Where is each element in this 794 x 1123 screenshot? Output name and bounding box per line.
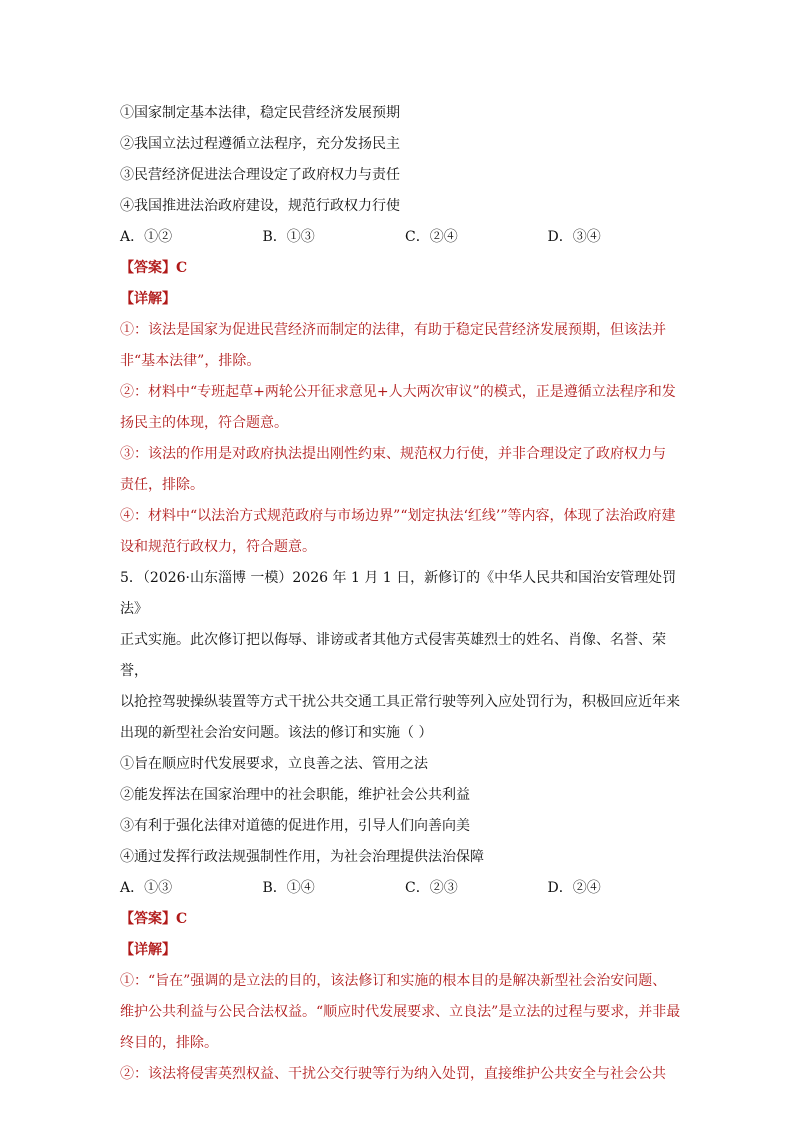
q5-details xyxy=(120,966,690,1090)
q5-stem-line-4: 出现的新型社会治安问题。该法的修订和实施（ ） xyxy=(120,725,433,741)
q5-detail-1-line-2: 维护公共利益与公民合法权益。“顺应时代发展要求、立良法”是立法的过程与要求，并非最 xyxy=(120,1004,681,1020)
q4-item-4: ④我国推进法治政府建设，规范行政权力行使 xyxy=(120,198,400,214)
q5-item-2: ②能发挥法在国家治理中的社会职能，维护社会公共利益 xyxy=(120,787,470,803)
q5-answer-label: 【答案】 xyxy=(120,911,176,927)
q5-stem-line-3: 以抢控驾驶操纵装置等方式干扰公共交通工具正常行驶等列入应处罚行为，积极回应近年来 xyxy=(120,694,680,710)
q4-detail-1-line-2: 非“基本法律”，排除。 xyxy=(120,353,261,369)
q4-item-list xyxy=(120,98,690,222)
q4-details xyxy=(120,315,690,563)
q4-answer-value: C xyxy=(176,260,188,276)
q5-detail-1-line-1: ①：“旨在”强调的是立法的目的，该法修订和实施的根本目的是解决新型社会治安问题、 xyxy=(120,973,667,989)
q5-answer-value: C xyxy=(176,911,188,927)
q5-detail-2-line-1: ②：该法将侵害英烈权益、干扰公交行驶等行为纳入处罚，直接维护公共安全与社会公共 xyxy=(120,1066,666,1082)
q4-answer xyxy=(120,253,690,284)
q4-detail-4-line-2: 设和规范行政权力，符合题意。 xyxy=(120,539,316,555)
q4-detail-1-line-1: ①：该法是国家为促进民营经济而制定的法律，有助于稳定民营经济发展预期，但该法并 xyxy=(120,322,666,338)
q4-detail-2-line-2: 扬民主的体现，符合题意。 xyxy=(120,415,288,431)
q4-detail-1 xyxy=(120,315,690,377)
q5-stem xyxy=(120,563,690,749)
q5-option-a: A．①③ xyxy=(120,880,173,896)
q4-detail-2 xyxy=(120,377,690,439)
q5-item-list xyxy=(120,749,690,873)
q4-detail-4-line-1: ④：材料中“以法治方式规范政府与市场边界”“划定执法‘红线’”等内容，体现了法治政府建 xyxy=(120,508,676,524)
q4-detail-label: 【详解】 xyxy=(120,291,176,307)
q4-detail-3-line-2: 责任，排除。 xyxy=(120,477,204,493)
q4-detail-3 xyxy=(120,439,690,501)
q4-answer-label: 【答案】 xyxy=(120,260,176,276)
q4-option-d: D．③④ xyxy=(547,229,601,245)
q4-item-2: ②我国立法过程遵循立法程序，充分发扬民主 xyxy=(120,136,400,152)
q4-item-3: ③民营经济促进法合理设定了政府权力与责任 xyxy=(120,167,400,183)
q5-item-1: ①旨在顺应时代发展要求，立良善之法、管用之法 xyxy=(120,756,428,772)
q5-detail-label: 【详解】 xyxy=(120,942,176,958)
q5-answer xyxy=(120,904,690,935)
q4-item-1: ①国家制定基本法律，稳定民营经济发展预期 xyxy=(120,105,400,121)
q4-detail-3-line-1: ③：该法的作用是对政府执法提出刚性约束、规范权力行使，并非合理设定了政府权力与 xyxy=(120,446,666,462)
q4-detail-2-line-1: ②：材料中“专班起草+两轮公开征求意见+人大两次审议”的模式，正是遵循立法程序和发 xyxy=(120,384,676,400)
q5-option-d: D．②④ xyxy=(547,880,601,896)
q4-option-b: B．①③ xyxy=(262,229,315,245)
q5-item-4: ④通过发挥行政法规强制性作用，为社会治理提供法治保障 xyxy=(120,849,484,865)
q4-option-a: A．①② xyxy=(120,229,173,245)
q5-option-b: B．①④ xyxy=(262,880,315,896)
q5-detail-2 xyxy=(120,1059,690,1090)
q5-stem-line-2: 正式实施。此次修订把以侮辱、诽谤或者其他方式侵害英雄烈士的姓名、肖像、名誉、荣誉， xyxy=(120,632,666,679)
q5-option-c: C．②③ xyxy=(405,880,458,896)
q5-item-3: ③有利于强化法律对道德的促进作用，引导人们向善向美 xyxy=(120,818,470,834)
q5-stem-line-1: 5．（2026·山东淄博 一模）2026 年 1 月 1 日，新修订的《中华人民共和国治安管理处罚法》 xyxy=(120,570,677,617)
q4-detail-4 xyxy=(120,501,690,563)
q5-detail-1-line-3: 终目的，排除。 xyxy=(120,1035,218,1051)
q5-detail-1 xyxy=(120,966,690,1059)
q4-option-c: C．②④ xyxy=(405,229,458,245)
document-page xyxy=(120,98,690,1090)
q5-options xyxy=(120,873,690,904)
q4-options xyxy=(120,222,690,253)
